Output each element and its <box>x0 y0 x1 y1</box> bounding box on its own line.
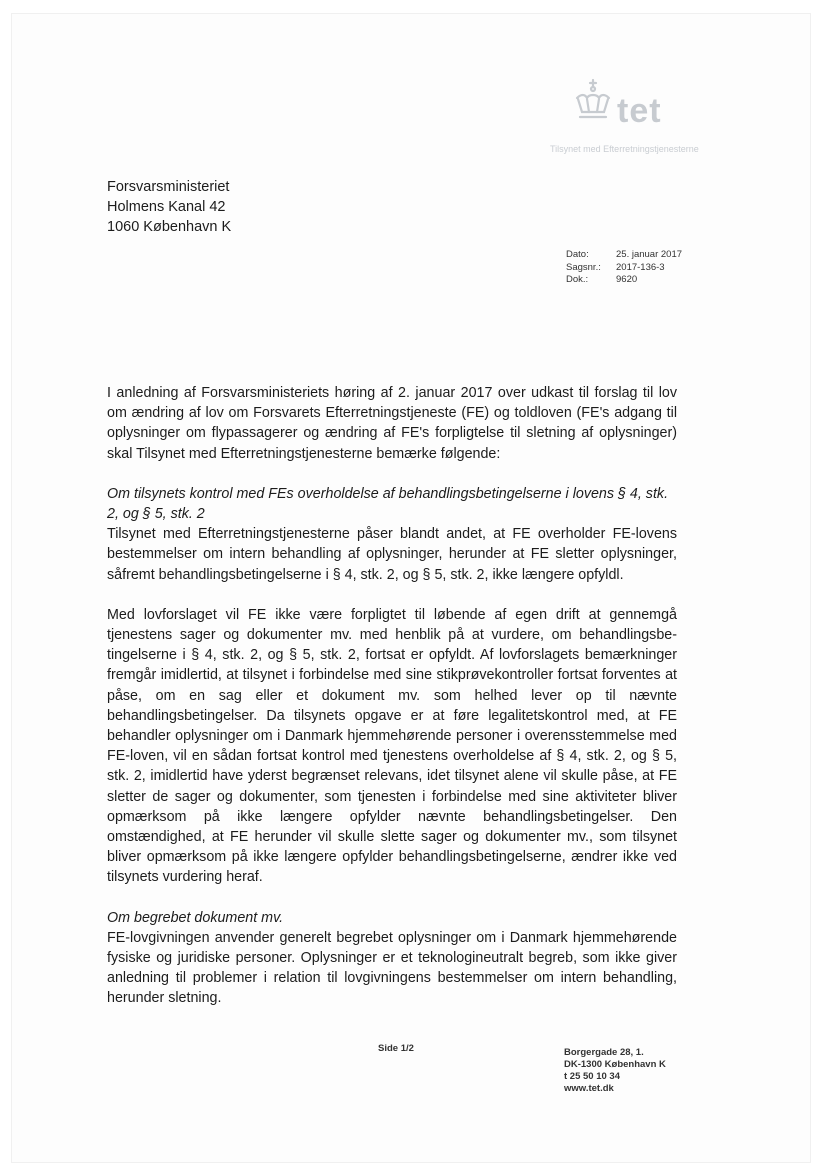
sender-address <box>564 1047 666 1095</box>
meta-document <box>566 274 682 287</box>
sender-street: Borgergade 28, 1. <box>564 1047 644 1058</box>
logo-tagline: Tilsynet med Efterretningstjenesterne <box>550 144 699 154</box>
page-number: Side 1/2 <box>378 1043 414 1054</box>
logo <box>550 78 765 158</box>
paragraph-document: FE-lovgivningen anvender generelt begrebet oplysninger om i Danmark hjemmehørende fysiske og juridiske personer. Oplysninger er et teknologineutralt begreb, som ikke giver anledning til problemer i relation til lovgivningens bestemmelser om intern behandling, herunder sletning. <box>107 929 677 1007</box>
sender-city: DK-1300 København K <box>564 1059 666 1070</box>
recipient-street: Holmens Kanal 42 <box>107 199 226 215</box>
paragraph-bill: Med lovforslaget vil FE ikke være forpligtet til løbende af egen drift at gennemgå tjenestens sager og dokumenter mv. med henblik på at vurdere, om behandlingsbetingelserne i § 4, stk. 2, og § 5, stk. 2, fortsat er opfyldt. Af lovforslagets bemærkninger fremgår imidlertid, at tilsynet i forbindelse med sine stikprøvekontroller fortsat forventes at påse, om en sag eller et dokument mv. som helhed lever op til nævnte behandlingsbetingelser. Da tilsynets opgave er at føre legalitetskontrol med, at FE behandler oplysninger om i Danmark hjemmehørende personer i overensstemmelse med FE-loven, vil en sådan fortsat kontrol med tjenestens overholdelse af § 4, stk. 2, og § 5, stk. 2, imidlertid have yderst begrænset relevans, idet tilsynet alene vil skulle påse, at FE sletter de sager og dokumenter, som tjenesten i forbindelse med sine aktiviteter bliver opmærksom på ikke længere opfylder nævnte behandlingsbetingelser. Den omstændighed, at FE herunder vil skulle slette sager og dokumenter mv., som tilsynet bliver opmærksom på ikke længere opfylder behandlingsbetingelserne, ændrer ikke ved tilsynets vurdering heraf. <box>107 606 677 886</box>
letter-page <box>12 14 810 1162</box>
intro-paragraph: I anledning af Forsvarsministeriets høring af 2. januar 2017 over udkast til forslag til lov om ændring af lov om Forsvarets Efterretningstjeneste (FE) og toldloven (FE's adgang til oplysninger om flypassagerer og ændring af FE's forpligtelse til sletning af oplysninger) skal Tilsynet med Efterretningstjenesterne bemærke følgende: <box>107 385 677 462</box>
section-heading-document: Om begrebet dokument mv. <box>107 909 284 926</box>
recipient-name: Forsvarsministeriet <box>107 179 230 195</box>
meta-date-value: 25. januar 2017 <box>616 249 683 260</box>
letter-body <box>107 383 677 1009</box>
meta-case-value: 2017-136-3 <box>616 261 665 273</box>
meta-doc-label: Dok.: <box>566 274 589 285</box>
recipient-address <box>107 177 231 237</box>
meta-date-label: Dato: <box>566 249 589 260</box>
letter-meta <box>566 249 682 287</box>
sender-phone: t 25 50 10 34 <box>564 1071 620 1082</box>
section-heading-control: Om tilsynets kontrol med FEs overholdelse af behandlingsbetingelserne i lovens § 4, stk. 2, og § 5, stk. 2 <box>107 485 669 523</box>
crown-icon <box>573 78 613 122</box>
meta-doc-value: 9620 <box>616 274 638 285</box>
paragraph-control: Tilsynet med Efterretningstjenesterne påser blandt andet, at FE overholder FE-lovens bestemmelser om intern behandling af oplysninger, herunder at FE sletter oplysninger, såfremt behandlingsbetingelserne i § 4, stk. 2, og § 5, stk. 2, ikke længere opfyldl. <box>107 526 677 583</box>
meta-case-number <box>566 262 682 275</box>
meta-case-label: Sagsnr.: <box>566 261 601 273</box>
recipient-city: 1060 København K <box>107 219 232 235</box>
sender-web: www.tet.dk <box>564 1083 614 1094</box>
meta-date <box>566 249 682 262</box>
logo-wordmark: tet <box>617 92 662 130</box>
